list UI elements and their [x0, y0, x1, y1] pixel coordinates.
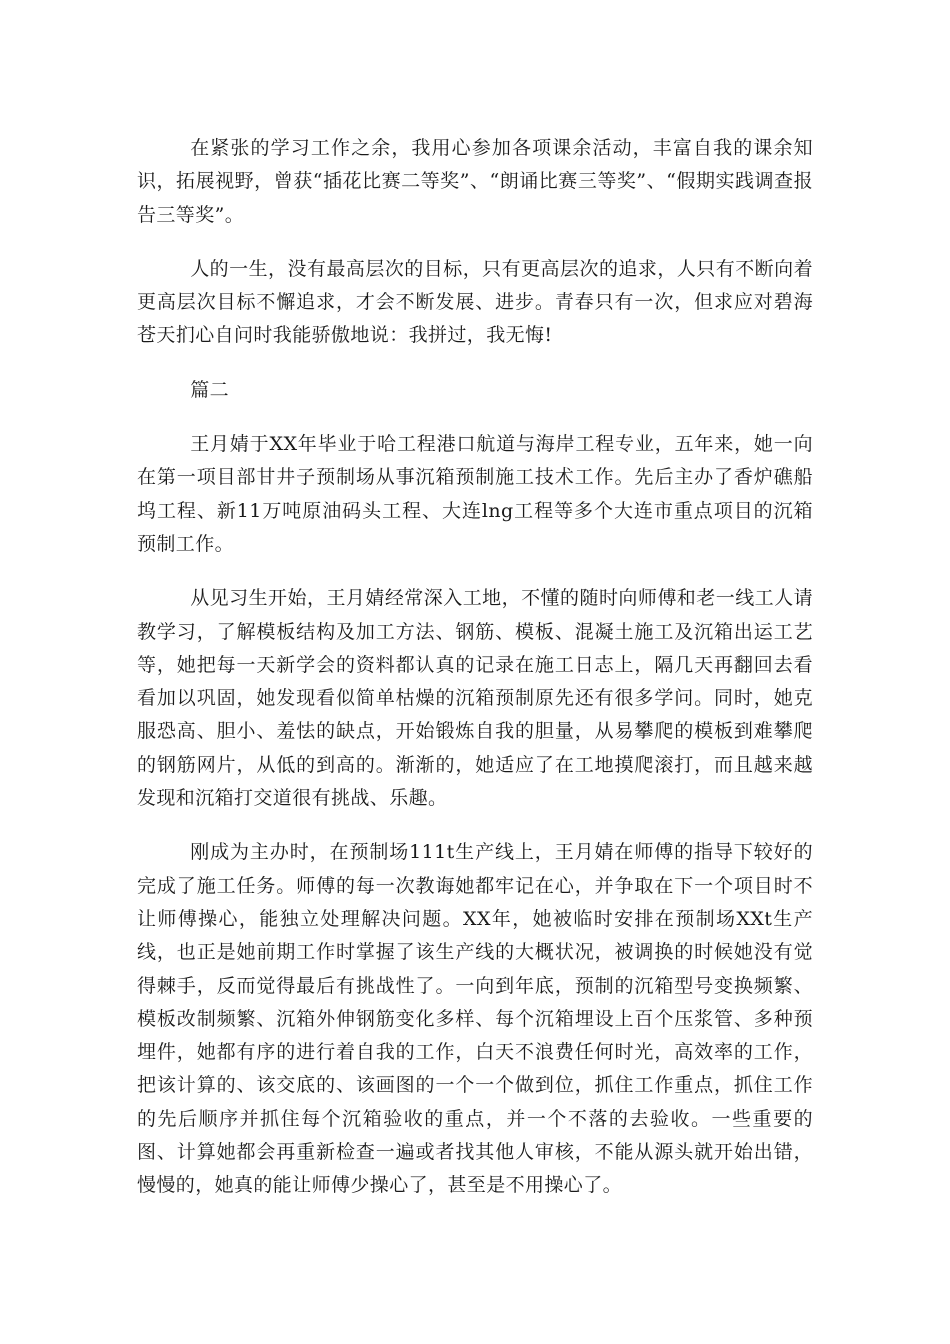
paragraph-career-intro: 王月婧于XX年毕业于哈工程港口航道与海岸工程专业，五年来，她一向在第一项目部甘井子预制场从事沉箱预制施工技术工作。先后主办了香炉礁船坞工程、新11万吨原油码头工程、大连lng工程等多个大连市重点项目的沉箱预制工作。: [137, 433, 813, 555]
document-page: [137, 132, 813, 1224]
paragraph-apprenticeship: 从见习生开始，王月婧经常深入工地，不懂的随时向师傅和老一线工人请教学习，了解模板结构及加工方法、钢筋、模板、混凝土施工及沉箱出运工艺等，她把每一天新学会的资料都认真的记录在施工日志上，隔几天再翻回去看看加以巩固，她发现看似简单枯燥的沉箱预制原先还有很多学问。同时，她克服恐高、胆小、羞怯的缺点，开始锻炼自我的胆量，从易攀爬的模板到难攀爬的钢筋网片，从低的到高的。渐渐的，她适应了在工地摸爬滚打，而且越来越发现和沉箱打交道很有挑战、乐趣。: [137, 587, 813, 810]
paragraph-independent-work: 刚成为主办时，在预制场111t生产线上，王月婧在师傅的指导下较好的完成了施工任务。师傅的每一次教诲她都牢记在心，并争取在下一个项目时不让师傅操心，能独立处理解决问题。XX年，她被临时安排在预制场XXt生产线，也正是她前期工作时掌握了该生产线的大概状况，被调换的时候她没有觉得棘手，反而觉得最后有挑战性了。一向到年底，预制的沉箱型号变换频繁、模板改制频繁、沉箱外伸钢筋变化多样、每个沉箱埋设上百个压浆管、多种预埋件，她都有序的进行着自我的工作，白天不浪费任何时光，高效率的工作，把该计算的、该交底的、该画图的一个一个做到位，抓住工作重点，抓住工作的先后顺序并抓住每个沉箱验收的重点，并一个不落的去验收。一些重要的图、计算她都会再重新检查一遍或者找其他人审核，不能从源头就开始出错，慢慢的，她真的能让师傅少操心了，甚至是不用操心了。: [137, 841, 813, 1197]
paragraph-life-pursuit: 人的一生，没有最高层次的目标，只有更高层次的追求，人只有不断向着更高层次目标不懈追求，才会不断发展、进步。青春只有一次，但求应对碧海苍天扪心自问时我能骄傲地说：我拼过，我无悔!: [137, 257, 813, 347]
section-heading: 篇二: [190, 378, 229, 401]
paragraph-extracurricular: 在紧张的学习工作之余，我用心参加各项课余活动，丰富自我的课余知识，拓展视野，曾获“插花比赛二等奖”、“朗诵比赛三等奖”、“假期实践调查报告三等奖”。: [137, 137, 813, 226]
